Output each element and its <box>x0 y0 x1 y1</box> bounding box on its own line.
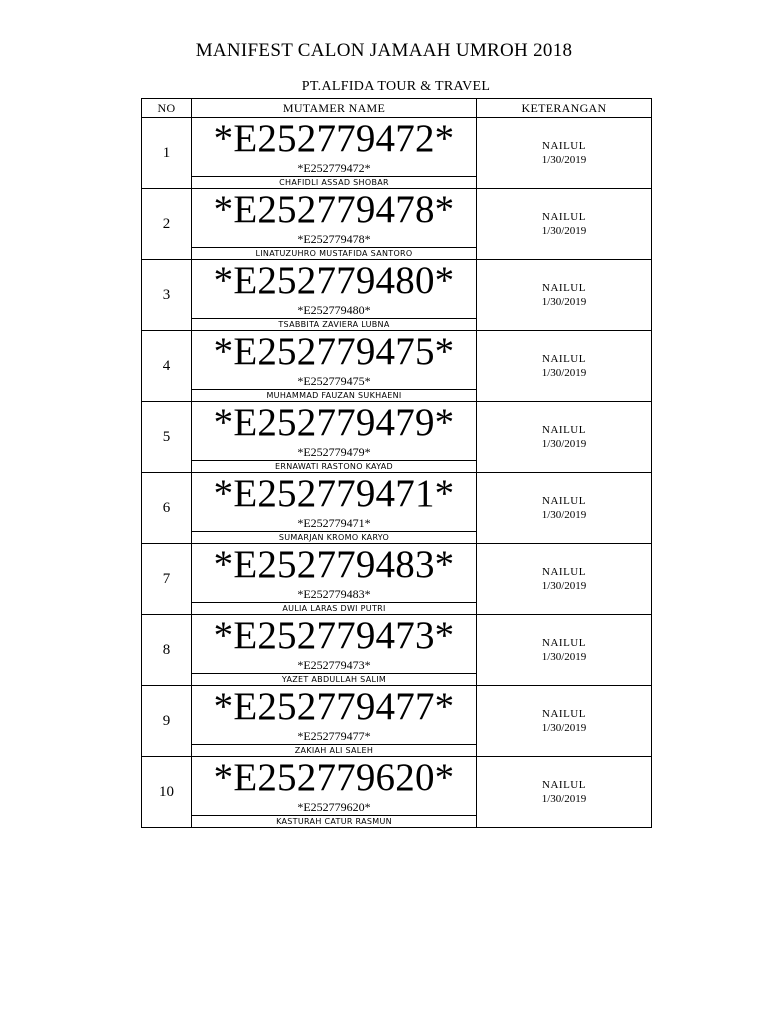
mutamer-block <box>192 686 476 756</box>
mutamer-cell <box>192 686 477 757</box>
keterangan-date: 1/30/2019 <box>541 438 587 450</box>
barcode-text: *E252779480* <box>213 259 455 302</box>
keterangan-cell <box>477 686 652 757</box>
mutamer-cell <box>192 615 477 686</box>
row-number: 2 <box>142 189 192 260</box>
header-keterangan: KETERANGAN <box>477 99 652 118</box>
row-number: 8 <box>142 615 192 686</box>
mutamer-cell <box>192 757 477 828</box>
barcode-caption: *E252779480* <box>297 303 371 317</box>
barcode-text: *E252779472* <box>213 117 455 160</box>
keterangan-name: NAILUL <box>542 140 586 152</box>
barcode-caption: *E252779471* <box>297 516 371 530</box>
keterangan-date: 1/30/2019 <box>541 367 587 379</box>
row-number: 6 <box>142 473 192 544</box>
table-row <box>142 118 652 189</box>
barcode-caption: *E252779479* <box>297 445 371 459</box>
keterangan-date: 1/30/2019 <box>541 296 587 308</box>
company-name: PT.ALFIDA TOUR & TRAVEL <box>301 79 491 94</box>
keterangan-name: NAILUL <box>542 779 586 791</box>
table-body <box>142 118 652 828</box>
keterangan-date: 1/30/2019 <box>541 722 587 734</box>
header-mutamer-name: MUTAMER NAME <box>192 99 477 118</box>
barcode-caption: *E252779475* <box>297 374 371 388</box>
keterangan-date: 1/30/2019 <box>541 651 587 663</box>
barcode-text: *E252779483* <box>213 543 455 586</box>
mutamer-name: CHAFIDLI ASSAD SHOBAR <box>192 176 476 188</box>
barcode-caption: *E252779472* <box>297 161 371 175</box>
keterangan-cell <box>477 757 652 828</box>
barcode-text: *E252779477* <box>213 685 455 728</box>
mutamer-block <box>192 402 476 472</box>
manifest-table <box>141 98 652 828</box>
mutamer-name: KASTURAH CATUR RASMUN <box>192 815 476 827</box>
mutamer-block <box>192 189 476 259</box>
header-row <box>142 99 652 118</box>
header-no: NO <box>142 99 192 118</box>
barcode-text: *E252779479* <box>213 401 455 444</box>
keterangan-name: NAILUL <box>542 566 586 578</box>
mutamer-name: ZAKIAH ALI SALEH <box>192 744 476 756</box>
keterangan-cell <box>477 260 652 331</box>
table-row <box>142 189 652 260</box>
mutamer-block <box>192 331 476 401</box>
table-row <box>142 473 652 544</box>
barcode-text: *E252779620* <box>213 756 455 799</box>
mutamer-block <box>192 473 476 543</box>
keterangan-name: NAILUL <box>542 211 586 223</box>
mutamer-name: TSABBITA ZAVIERA LUBNA <box>192 318 476 330</box>
table-row <box>142 757 652 828</box>
mutamer-cell <box>192 118 477 189</box>
keterangan-date: 1/30/2019 <box>541 154 587 166</box>
row-number: 9 <box>142 686 192 757</box>
mutamer-name: YAZET ABDULLAH SALIM <box>192 673 476 685</box>
keterangan-cell <box>477 402 652 473</box>
keterangan-name: NAILUL <box>542 637 586 649</box>
keterangan-cell <box>477 189 652 260</box>
table-row <box>142 615 652 686</box>
barcode-text: *E252779473* <box>213 614 455 657</box>
row-number: 4 <box>142 331 192 402</box>
keterangan-name: NAILUL <box>542 495 586 507</box>
mutamer-cell <box>192 402 477 473</box>
keterangan-cell <box>477 615 652 686</box>
table-row <box>142 331 652 402</box>
table-row <box>142 260 652 331</box>
mutamer-cell <box>192 544 477 615</box>
mutamer-cell <box>192 260 477 331</box>
keterangan-cell <box>477 544 652 615</box>
barcode-caption: *E252779477* <box>297 729 371 743</box>
table-row <box>142 544 652 615</box>
row-number: 3 <box>142 260 192 331</box>
mutamer-cell <box>192 331 477 402</box>
keterangan-date: 1/30/2019 <box>541 509 587 521</box>
barcode-text: *E252779471* <box>213 472 455 515</box>
table-row <box>142 402 652 473</box>
keterangan-name: NAILUL <box>542 353 586 365</box>
barcode-caption: *E252779483* <box>297 587 371 601</box>
keterangan-name: NAILUL <box>542 708 586 720</box>
keterangan-date: 1/30/2019 <box>541 580 587 592</box>
mutamer-cell <box>192 189 477 260</box>
barcode-text: *E252779475* <box>213 330 455 373</box>
mutamer-block <box>192 260 476 330</box>
mutamer-name: SUMARJAN KROMO KARYO <box>192 531 476 543</box>
keterangan-cell <box>477 473 652 544</box>
row-number: 1 <box>142 118 192 189</box>
keterangan-cell <box>477 118 652 189</box>
barcode-caption: *E252779620* <box>297 800 371 814</box>
mutamer-name: MUHAMMAD FAUZAN SUKHAENI <box>192 389 476 401</box>
mutamer-cell <box>192 473 477 544</box>
mutamer-block <box>192 544 476 614</box>
mutamer-name: AULIA LARAS DWI PUTRI <box>192 602 476 614</box>
row-number: 5 <box>142 402 192 473</box>
mutamer-name: ERNAWATI RASTONO KAYAD <box>192 460 476 472</box>
table-header <box>142 99 652 118</box>
keterangan-cell <box>477 331 652 402</box>
page-title: MANIFEST CALON JAMAAH UMROH 2018 <box>195 40 573 61</box>
barcode-caption: *E252779473* <box>297 658 371 672</box>
row-number: 7 <box>142 544 192 615</box>
row-number: 10 <box>142 757 192 828</box>
keterangan-name: NAILUL <box>542 424 586 436</box>
barcode-text: *E252779478* <box>213 188 455 231</box>
mutamer-block <box>192 757 476 827</box>
barcode-caption: *E252779478* <box>297 232 371 246</box>
mutamer-block <box>192 615 476 685</box>
mutamer-name: LINATUZUHRO MUSTAFIDA SANTORO <box>192 247 476 259</box>
keterangan-date: 1/30/2019 <box>541 225 587 237</box>
mutamer-block <box>192 118 476 188</box>
keterangan-name: NAILUL <box>542 282 586 294</box>
keterangan-date: 1/30/2019 <box>541 793 587 805</box>
table-row <box>142 686 652 757</box>
